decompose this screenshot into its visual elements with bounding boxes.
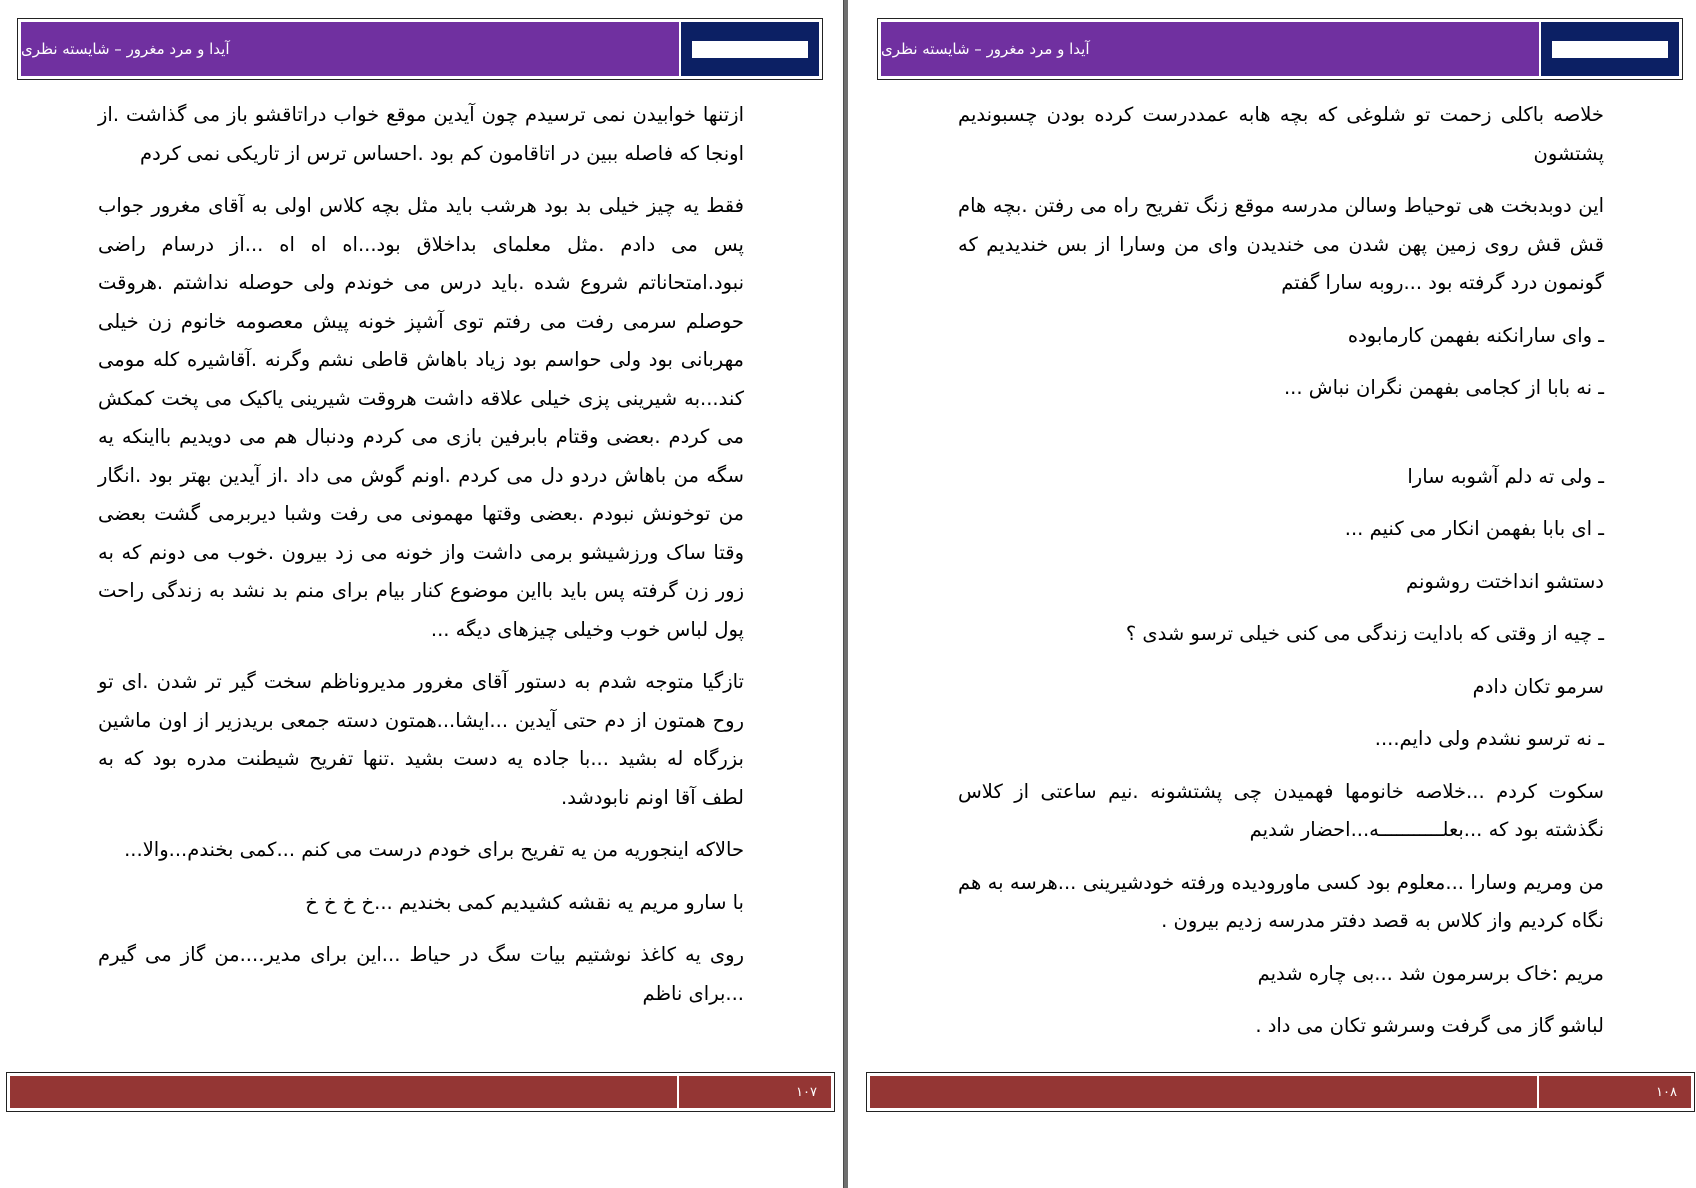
right-page — [848, 0, 1696, 1188]
paragraph: سرمو تکان دادم — [1472, 674, 1604, 698]
header-title: آیدا و مرد مغرور – شایسته نظری — [21, 40, 230, 58]
paragraph: ـ ولی ته دلم آشوبه سارا — [1407, 464, 1604, 488]
page-body — [98, 96, 744, 1027]
paragraph: لباشو گاز می گرفت وسرشو تکان می داد . — [1255, 1014, 1604, 1037]
paragraph: خلاصه باکلی زحمت تو شلوغی که بچه هابه عمددرست کرده بودن چسبوندیم پشتشون — [958, 103, 1604, 165]
page-body — [958, 96, 1604, 1060]
paragraph: ـ ای بابا بفهمن انکار می کنیم ... — [1344, 517, 1604, 540]
paragraph: حالاکه اینجوریه من یه تفریح برای خودم درست می کنم ...کمی بخندم...والا... — [124, 838, 744, 861]
paragraph: با سارو مریم یه نقشه کشیدیم کمی بخندیم ...خ خ خ خ — [305, 890, 744, 914]
header-box — [1539, 22, 1679, 76]
page-header — [877, 18, 1683, 80]
header-box — [679, 22, 819, 76]
paragraph: سکوت کردم ...خلاصه خانومها فهمیدن چی پشتشونه .نیم ساعتی از کلاس نگذشته بود که ...بعلـــــــــــه...احضار شدیم — [958, 779, 1604, 841]
page-header — [17, 18, 823, 80]
paragraph: ازتنها خوابیدن نمی ترسیدم چون آیدین موقع خواب دراتاقشو باز می گذاشت .از اونجا که فاصله ببین در اتاقامون کم بود .احساس ترس از تاریکی نمی کردم — [98, 103, 744, 165]
paragraph: روی یه کاغذ نوشتیم بیات سگ در حیاط ...این برای مدیر....من گاز می گیرم ...برای ناظم — [98, 943, 744, 1005]
page-number: ۱۰۷ — [677, 1076, 831, 1108]
page-footer — [6, 1072, 835, 1112]
paragraph: تازگیا متوجه شدم به دستور آقای مغرور مدیروناظم سخت گیر تر شدن .ای تو روح همتون از دم حتی آیدین ...ایشا...همتون دسته جمعی بریدزیر از اون ماشین بزرگاه له بشید ...با جاده یه دست بشید .تنها تفریح شیطنت مدره بود که به لطف آقا اونم نابودشد. — [98, 670, 744, 809]
header-bar — [881, 22, 1679, 76]
page-number: ۱۰۸ — [1537, 1076, 1691, 1108]
paragraph: فقط یه چیز خیلی بد بود هرشب باید مثل بچه کلاس اولی به آقای مغرور جواب پس می دادم .مثل معلمای بداخلاق بود...اه اه اه ...از درسام راضی نبود.امتحاناتم شروع شده .باید درس می خوندم ولی حوصله نداشتم .هروقت حوصلم سرمی رفت می رفتم توی آشپز خونه پیش معصومه خانوم زن خیلی مهربانی بود ولی حواسم بود زیاد باهاش قاطی نشم وگرنه .آقاشیره کله مومی کند...به شیرینی پزی خیلی علاقه داشت هروقت شیرینی یاکیک می پخت کمکش می کردم .بعضی وقتام بابرفین بازی می کردم ودنبال هم می دویدیم بااینکه یه سگه من باهاش دردو دل می کردم .اونم گوش می داد .از آیدین بهتر بود .انگار من توخونش نبودم .بعضی وقتها مهمونی می رفت وشبا دیربرمی گشت بعضی وقتا ساک ورزشیشو برمی داشت واز خونه می زد بیرون .خوب می دونم که به زور زن گرفته پس باید بااین موضوع کنار بیام برای منم بد نشد به زندگی راحت پول لباس خوب وخیلی چیزهای دیگه ... — [98, 194, 744, 641]
paragraph: ـ نه ترسو نشدم ولی دایم.... — [1374, 727, 1604, 750]
paragraph: ـ وای سارانکنه بفهمن کارمابوده — [1347, 323, 1604, 347]
paragraph: دستشو انداختت روشونم — [1405, 569, 1604, 593]
paragraph: من ومریم وسارا ...معلوم بود کسی ماورودیده ورفته خودشیرینی ...هرسه به هم نگاه کردیم واز کلاس به قصد دفتر مدرسه زدیم بیرون . — [958, 870, 1604, 932]
paragraph: ـ چیه از وقتی که بادایت زندگی می کنی خیلی ترسو شدی ؟ — [1125, 622, 1604, 645]
footer-bar — [10, 1076, 831, 1108]
header-title: آیدا و مرد مغرور – شایسته نظری — [881, 40, 1090, 58]
footer-bar — [870, 1076, 1691, 1108]
page-footer — [866, 1072, 1695, 1112]
paragraph: مریم :خاک برسرمون شد ...بی چاره شدیم — [1257, 961, 1604, 985]
paragraph: این دوبدبخت هی توحیاط وسالن مدرسه موقع زنگ تفریح راه می رفتن .بچه هام قش قش روی زمین پهن شدن می خندیدن وای من وسارا از بس خندیدیم که گونمون درد گرفته بود ...روبه سارا گفتم — [958, 194, 1604, 294]
paragraph: ـ نه بابا از کجامی بفهمن نگران نباش ... — [1283, 376, 1604, 399]
header-bar — [21, 22, 819, 76]
